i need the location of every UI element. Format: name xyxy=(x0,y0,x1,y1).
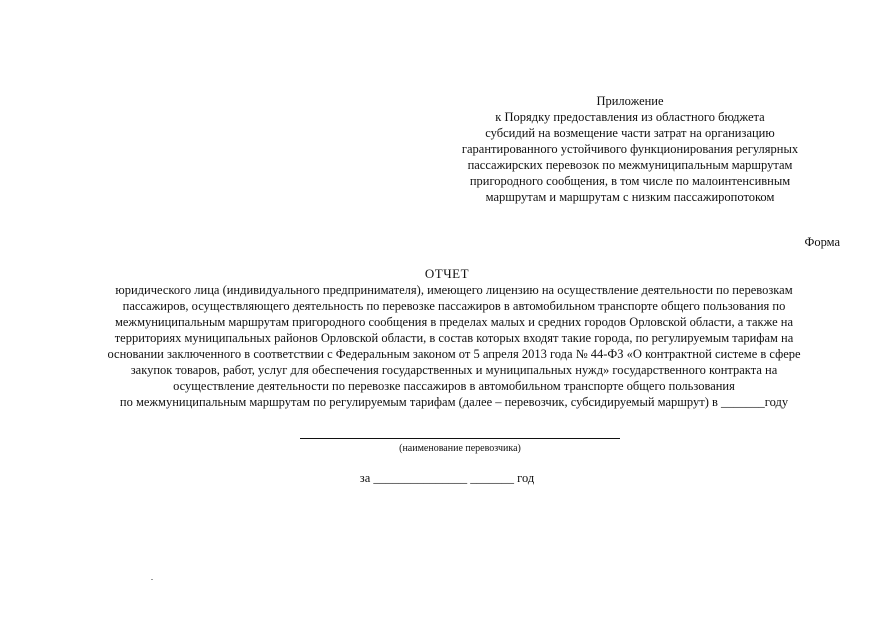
appendix-line: маршрутам и маршрутам с низким пассажиропотоком xyxy=(485,190,775,204)
form-label: Форма xyxy=(804,235,840,249)
appendix-block xyxy=(400,93,860,205)
report-line: пассажиров, осуществляющего деятельность по перевозке пассажиров в автомобильном транспорте общего пользования по xyxy=(122,299,786,313)
report-line: по межмуниципальным маршрутам по регулируемым тарифам (далее – перевозчик, субсидируемый маршрут) в _______году xyxy=(119,395,789,409)
carrier-name-caption: (наименование перевозчика) xyxy=(399,443,521,454)
appendix-line: субсидий на возмещение части затрат на организацию xyxy=(485,126,775,140)
report-line: основании заключенного в соответствии с Федеральным законом от 5 апреля 2013 года № 44-ФЗ «О контрактной системе в сфере xyxy=(107,347,801,361)
appendix-line: гарантированного устойчивого функционирования регулярных xyxy=(461,142,799,156)
scan-speck xyxy=(151,579,153,580)
report-line: осуществление деятельности по перевозке пассажиров в автомобильном транспорте общего пользования xyxy=(173,379,735,393)
appendix-line: Приложение xyxy=(596,94,664,108)
appendix-line: пассажирских перевозок по межмуниципальным маршрутам xyxy=(467,158,793,172)
report-title: ОТЧЕТ xyxy=(424,266,470,281)
appendix-line: к Порядку предоставления из областного бюджета xyxy=(495,110,765,124)
report-description xyxy=(60,282,848,410)
report-line: юридического лица (индивидуального предпринимателя), имеющего лицензию на осуществление деятельности по перевозкам xyxy=(115,283,793,297)
report-line: закупок товаров, работ, услуг для обеспечения государственных и муниципальных нужд» государственного контракта на xyxy=(130,363,778,377)
report-line: территориях муниципальных районов Орловской области, в состав которых входят такие города, по регулируемым тарифам на xyxy=(114,331,794,345)
appendix-line: пригородного сообщения, в том числе по малоинтенсивным xyxy=(469,174,791,188)
report-line: межмуниципальным маршрутам пригородного сообщения в пределах малых и средних городов Орловской области, а также на xyxy=(114,315,794,329)
carrier-name-underline xyxy=(300,438,620,439)
period-line: за _______________ _______ год xyxy=(359,471,535,485)
